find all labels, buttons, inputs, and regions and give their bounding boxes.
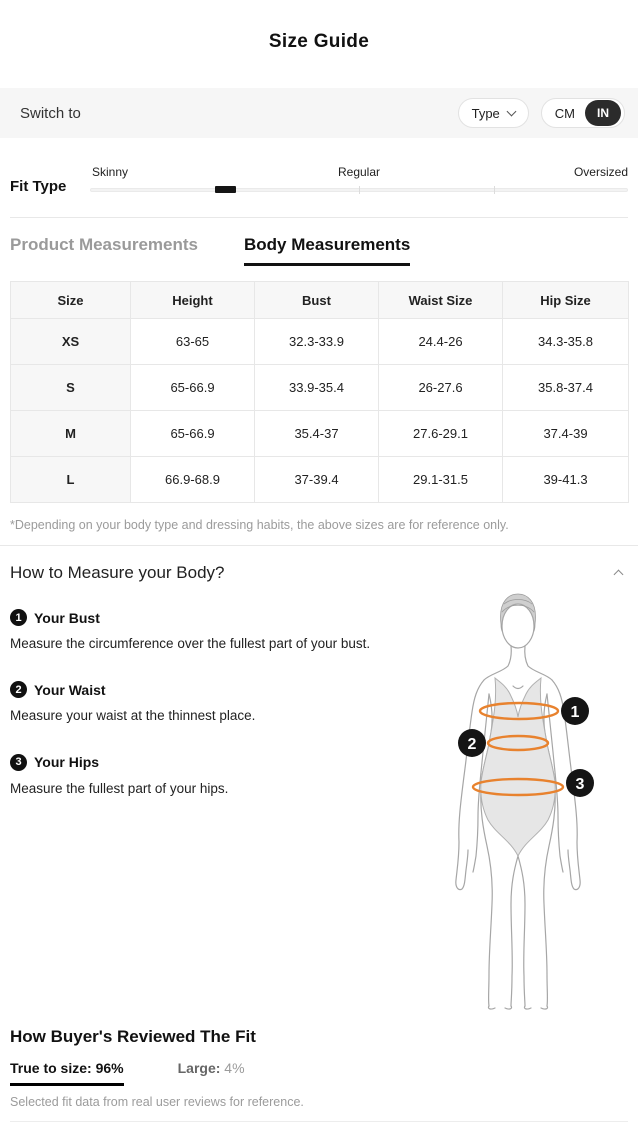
col-header-waist: Waist Size bbox=[379, 282, 503, 319]
true-to-size-value: 96% bbox=[95, 1060, 124, 1076]
table-footnote: *Depending on your body type and dressing habits, the above sizes are for reference only. bbox=[10, 518, 509, 532]
step-description: Measure your waist at the thinnest place. bbox=[10, 708, 256, 724]
body-figure-svg bbox=[418, 590, 618, 1010]
step-title-text: Your Bust bbox=[34, 609, 100, 626]
bottom-divider bbox=[10, 1121, 628, 1122]
page-title: Size Guide bbox=[268, 31, 370, 52]
step-title-text: Your Hips bbox=[34, 754, 100, 770]
switch-bar bbox=[0, 88, 638, 138]
col-header-height: Height bbox=[131, 282, 255, 319]
section-divider bbox=[10, 217, 628, 218]
fit-option-oversized: Oversized bbox=[573, 165, 628, 179]
step-description: Measure the circumference over the fullest part of your bust. bbox=[10, 636, 371, 651]
col-header-hip: Hip Size bbox=[503, 282, 629, 319]
cell-waist: 24.4-26 bbox=[379, 319, 503, 365]
cell-bust: 35.4-37 bbox=[255, 411, 379, 457]
cell-height: 65-66.9 bbox=[131, 365, 255, 411]
fit-type-slider[interactable] bbox=[90, 165, 628, 195]
step-number-badge: 1 bbox=[10, 609, 27, 626]
cell-bust: 37-39.4 bbox=[255, 457, 379, 503]
cell-waist: 29.1-31.5 bbox=[379, 457, 503, 503]
size-table bbox=[10, 281, 629, 503]
table-row bbox=[11, 319, 629, 365]
table-row bbox=[11, 457, 629, 503]
measure-step-bust bbox=[10, 609, 430, 654]
table-row bbox=[11, 411, 629, 457]
hip-badge-number: 3 bbox=[575, 776, 585, 793]
cell-hip: 39-41.3 bbox=[503, 457, 629, 503]
tab-product-measurements[interactable]: Product Measurements bbox=[10, 235, 198, 254]
cell-bust: 33.9-35.4 bbox=[255, 365, 379, 411]
cell-height: 63-65 bbox=[131, 319, 255, 365]
unit-toggle[interactable] bbox=[541, 98, 625, 128]
cell-bust: 32.3-33.9 bbox=[255, 319, 379, 365]
type-dropdown[interactable] bbox=[458, 98, 529, 128]
step-number-badge: 2 bbox=[10, 681, 27, 698]
cell-size: M bbox=[11, 411, 131, 457]
how-to-measure-header bbox=[10, 563, 628, 583]
measure-step-hips bbox=[10, 754, 430, 799]
fit-type-tick bbox=[494, 186, 495, 194]
tab-body-measurements[interactable]: Body Measurements bbox=[244, 235, 410, 266]
cell-hip: 35.8-37.4 bbox=[503, 365, 629, 411]
cell-waist: 27.6-29.1 bbox=[379, 411, 503, 457]
how-to-measure-section bbox=[0, 545, 638, 1015]
fit-type-label: Fit Type bbox=[10, 178, 67, 195]
fit-review-section bbox=[10, 1027, 628, 1122]
fit-review-items bbox=[10, 1060, 628, 1086]
cell-hip: 37.4-39 bbox=[503, 411, 629, 457]
large-label: Large: bbox=[177, 1060, 221, 1076]
measurement-tabs bbox=[10, 235, 628, 266]
cell-hip: 34.3-35.8 bbox=[503, 319, 629, 365]
true-to-size-label: True to size: bbox=[10, 1060, 92, 1076]
cell-height: 66.9-68.9 bbox=[131, 457, 255, 503]
fit-type-scale-labels bbox=[90, 165, 628, 180]
cell-size: XS bbox=[11, 319, 131, 365]
col-header-bust: Bust bbox=[255, 282, 379, 319]
cell-height: 65-66.9 bbox=[131, 411, 255, 457]
body-figure-illustration bbox=[418, 590, 618, 1010]
fit-review-note: Selected fit data from real user reviews for reference. bbox=[10, 1095, 304, 1109]
step-title-text: Your Waist bbox=[34, 681, 106, 698]
chevron-down-icon bbox=[506, 107, 516, 117]
col-header-size: Size bbox=[11, 282, 131, 319]
cell-size: L bbox=[11, 457, 131, 503]
fit-option-skinny: Skinny bbox=[92, 165, 129, 179]
fit-type-tick bbox=[359, 186, 360, 194]
large-value: 4% bbox=[224, 1060, 245, 1076]
step-number-badge: 3 bbox=[10, 754, 27, 771]
true-to-size-stat[interactable] bbox=[10, 1060, 124, 1086]
how-to-measure-title: How to Measure your Body? bbox=[10, 563, 225, 582]
collapse-section-button[interactable] bbox=[609, 564, 628, 583]
chevron-up-icon bbox=[614, 569, 624, 579]
fit-type-track bbox=[90, 186, 628, 194]
table-row bbox=[11, 365, 629, 411]
measure-step-waist bbox=[10, 681, 430, 726]
table-header-row bbox=[11, 282, 629, 319]
unit-cm-option[interactable]: CM bbox=[554, 105, 575, 121]
unit-in-option[interactable]: IN bbox=[585, 100, 621, 126]
type-dropdown-label: Type bbox=[471, 105, 500, 121]
step-description: Measure the fullest part of your hips. bbox=[10, 780, 229, 796]
fit-type-marker[interactable] bbox=[215, 186, 236, 193]
bust-badge-number: 1 bbox=[570, 704, 580, 721]
fit-type-row bbox=[10, 165, 628, 195]
cell-size: S bbox=[11, 365, 131, 411]
switch-to-label: Switch to bbox=[20, 104, 81, 122]
measure-steps bbox=[10, 609, 430, 799]
fit-review-title: How Buyer's Reviewed The Fit bbox=[10, 1027, 256, 1046]
figure-head bbox=[502, 604, 534, 648]
large-stat[interactable] bbox=[178, 1060, 245, 1076]
waist-badge-number: 2 bbox=[467, 736, 477, 753]
switch-controls bbox=[458, 98, 625, 128]
fit-option-regular: Regular bbox=[337, 165, 381, 179]
cell-waist: 26-27.6 bbox=[379, 365, 503, 411]
